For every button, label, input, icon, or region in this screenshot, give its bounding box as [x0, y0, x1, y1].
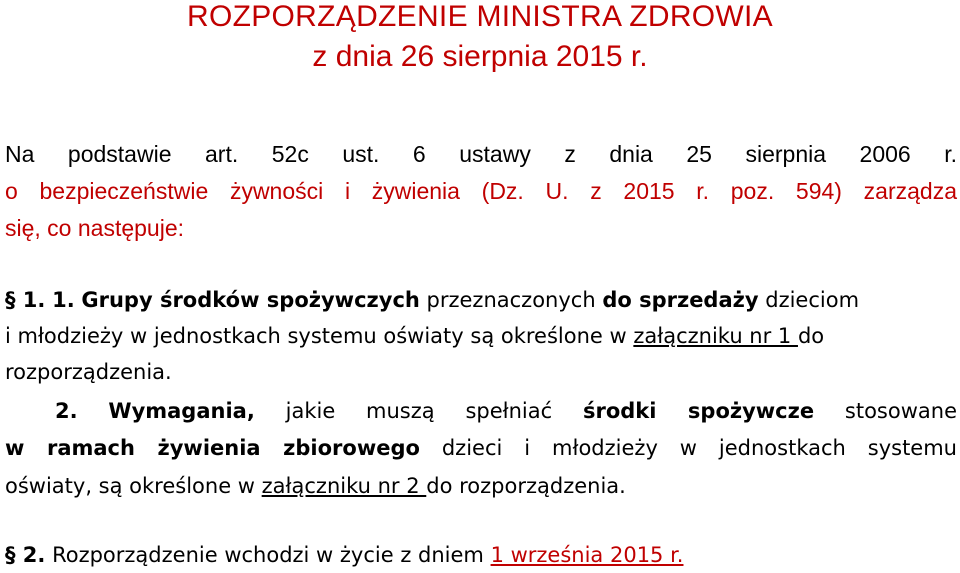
point-2-bold-1: Wymagania,: [108, 399, 255, 423]
section-2-line: [5, 541, 957, 569]
point-2-text-2: stosowane: [814, 399, 957, 423]
section-1-marker: § 1.: [5, 288, 46, 312]
point-2-line-3: [5, 472, 957, 500]
preamble-text-3: się, co następuje:: [5, 215, 185, 241]
point-2-text-1: jakie muszą spełniać: [254, 399, 583, 423]
point-2-line-2-text: dzieci i młodzieży w jednostkach systemu: [419, 436, 957, 460]
section-1-line-2: [5, 322, 957, 350]
section-1-line-3: rozporządzenia.: [5, 360, 172, 384]
preamble-line-2: [5, 177, 957, 205]
point-2-number: 2.: [55, 399, 78, 423]
annex-1-link[interactable]: załączniku nr 1: [633, 324, 798, 348]
annex-2-link[interactable]: załączniku nr 2: [261, 474, 427, 498]
section-2-text: Rozporządzenie wchodzi w życie z dniem: [45, 543, 491, 567]
point-2-line-2: [5, 434, 957, 462]
point-1-number: 1.: [52, 288, 75, 312]
preamble-line-1: Na podstawie art. 52c ust. 6 ustawy z dnia 25 sierpnia 2006 r.: [5, 141, 957, 167]
point-1-bold-2: do sprzedaży: [602, 288, 759, 312]
preamble-line-3: [5, 214, 957, 242]
point-1-text-1: przeznaczonych: [419, 288, 603, 312]
document-title: ROZPORZĄDZENIE MINISTRA ZDROWIA: [187, 0, 773, 33]
point-2-line-3-tail: do rozporządzenia.: [426, 474, 626, 498]
section-1-line-1: [5, 286, 957, 314]
effective-date: 1 września 2015 r.: [490, 543, 684, 567]
preamble-text-2: o bezpieczeństwie żywności i żywienia (Dz. U. z 2015 r. poz. 594) zarządza: [5, 178, 957, 204]
point-2-line-1: [55, 397, 957, 425]
point-1-text-2: dzieciom: [758, 288, 860, 312]
point-2-line-3-text: oświaty, są określone w: [5, 474, 262, 498]
point-1-bold-1: Grupy środków spożywczych: [81, 288, 420, 312]
document-date: z dnia 26 sierpnia 2015 r.: [312, 40, 648, 73]
section-2-marker: § 2.: [5, 543, 46, 567]
point-2-bold-2: środki spożywcze: [582, 399, 815, 423]
point-2-line-2-bold: w ramach żywienia zbiorowego: [5, 436, 420, 460]
point-1-line-2-text: i młodzieży w jednostkach systemu oświaty są określone w: [5, 324, 634, 348]
point-1-line-2-tail: do: [797, 324, 825, 348]
